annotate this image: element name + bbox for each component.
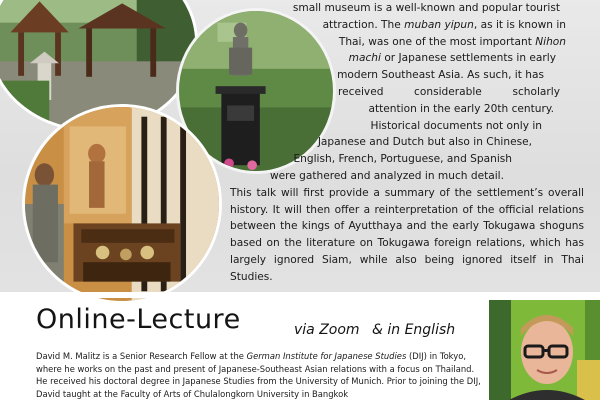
abstract-line-2: attraction. The muban yipun, as it is known in — [322, 18, 566, 31]
speaker-bio: David M. Malitz is a Senior Research Fellow at the German Institute for Japanese Studies (DIJ) in Tokyo, where he works on the past and present of Japanese-Southeast Asian relations with a focus on Thailand. He received his doctoral degree in Japanese Studies from the University of Munich. Prior to joining the DIJ, David taught at the Faculty of Arts of Chulalongkorn University in Bangkok — [36, 351, 481, 399]
section-divider — [0, 292, 600, 298]
abstract-text — [224, 0, 590, 286]
institute-name: German Institute for Japanese Studies — [246, 351, 407, 361]
speaker-portrait — [489, 300, 600, 400]
abstract-line-10: English, French, Portuguese, and Spanish — [293, 153, 512, 166]
abstract-paragraph-2: This talk will first provide a summary of the settlement’s overall history. It will then offer a reinterpretation of the official relations between the kings of Ayutthaya and the early Tokugawa shoguns based on the literature on Tokugawa foreign relations, which has largely ignored Siam, while also being ignored itself in Thai Studies. — [230, 186, 584, 283]
museum-exhibit-photo — [22, 104, 222, 304]
abstract-line-5: modern Southeast Asia. As such, it has — [337, 69, 544, 82]
abstract-line-3: Thai, was one of the most important Nihon — [338, 35, 566, 48]
abstract-line-9: Japanese and Dutch but also in Chinese, — [317, 136, 532, 149]
lecture-platform: via Zoom — [294, 322, 360, 338]
lecture-title: Online-Lecture — [36, 304, 241, 335]
abstract-line-8: Historical documents not only in — [370, 119, 542, 132]
abstract-line-4: machi or Japanese settlements in early — [348, 52, 556, 65]
lecture-language: & in English — [372, 322, 456, 338]
abstract-line-11: were gathered and analyzed in much detail. — [269, 169, 504, 182]
abstract-line-7: attention in the early 20th century. — [368, 102, 554, 115]
abstract-paragraph-1 — [224, 0, 590, 185]
abstract-line-1: small museum is a well-known and popular tourist — [292, 2, 560, 14]
abstract-line-6: received considerable scholarly — [338, 85, 560, 98]
